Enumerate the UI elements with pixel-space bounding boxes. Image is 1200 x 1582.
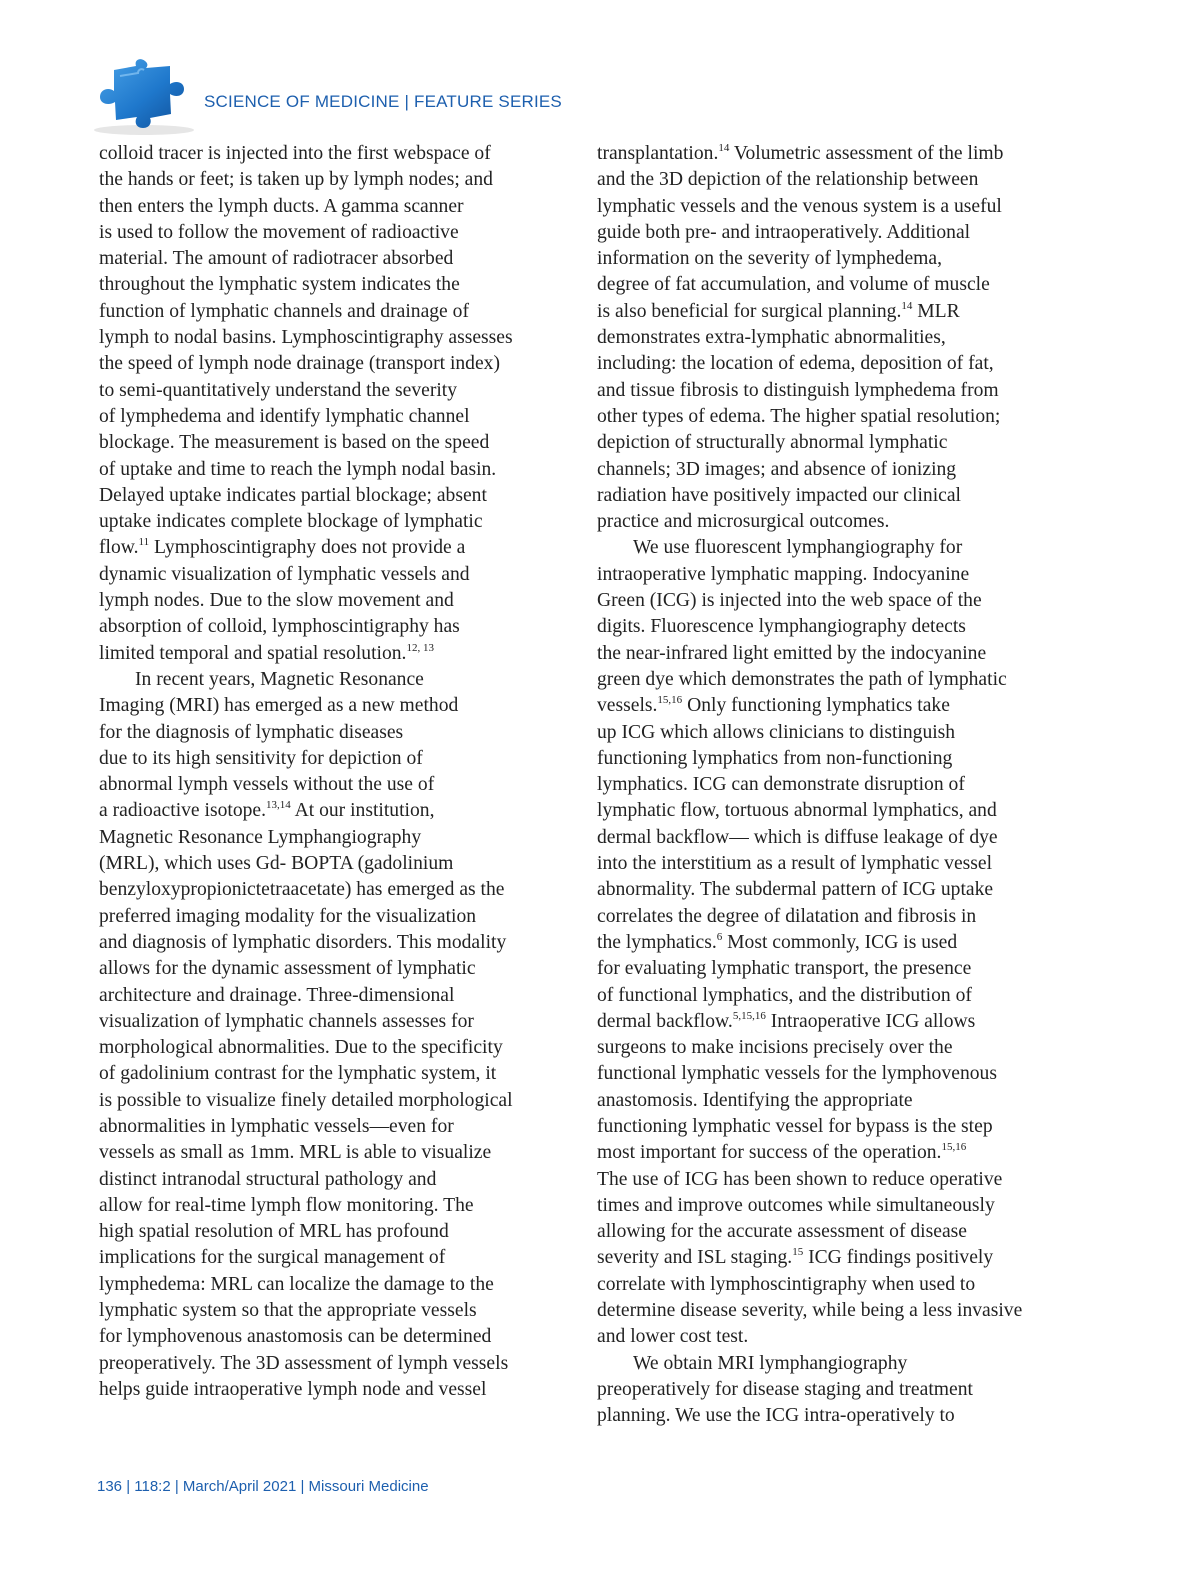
- line-text: The use of ICG has been shown to reduce operative: [597, 1168, 1003, 1190]
- line-text: depiction of structurally abnormal lymphatic: [597, 432, 948, 454]
- text-line: [99, 1088, 554, 1114]
- text-line: [597, 983, 1052, 1009]
- text-line: [99, 1351, 554, 1377]
- text-line: [597, 299, 1052, 325]
- text-line: [597, 851, 1052, 877]
- text-line: [597, 720, 1052, 746]
- text-line: [597, 1061, 1052, 1087]
- text-line: [99, 772, 554, 798]
- line-text: for the diagnosis of lymphatic diseases: [99, 721, 404, 743]
- line-text: uptake indicates complete blockage of lymphatic: [99, 511, 483, 533]
- text-line: [597, 772, 1052, 798]
- line-text: Magnetic Resonance Lymphangiography: [99, 826, 422, 848]
- line-text: vessels as small as 1mm. MRL is able to visualize: [99, 1142, 492, 1164]
- line-text: and lower cost test.: [597, 1326, 749, 1348]
- line-text: function of lymphatic channels and drainage of: [99, 300, 469, 322]
- line-text: correlate with lymphoscintigraphy when used to: [597, 1273, 976, 1295]
- line-text: up ICG which allows clinicians to distinguish: [597, 721, 956, 743]
- citation-superscript: 5,15,16: [732, 1009, 766, 1022]
- text-line: [597, 325, 1052, 351]
- line-text-continued: ICG findings positively: [803, 1247, 994, 1269]
- text-line: [99, 693, 554, 719]
- line-text-continued: MLR: [912, 300, 960, 322]
- citation-superscript: 6: [716, 930, 723, 943]
- text-line: [597, 194, 1052, 220]
- line-text: Delayed uptake indicates partial blockage; absent: [99, 484, 487, 506]
- citation-superscript: 11: [138, 536, 150, 549]
- line-text: most important for success of the operation.: [597, 1142, 942, 1164]
- text-line: [99, 483, 554, 509]
- text-line: [597, 509, 1052, 535]
- text-line: [99, 220, 554, 246]
- line-text: absorption of colloid, lymphoscintigraphy has: [99, 616, 460, 638]
- line-text: lymphatics. ICG can demonstrate disruption of: [597, 774, 965, 796]
- text-line: [99, 1140, 554, 1166]
- line-text: morphological abnormalities. Due to the specificity: [99, 1037, 503, 1059]
- text-line: [597, 246, 1052, 272]
- text-line: [597, 272, 1052, 298]
- line-text-continued: At our institution,: [290, 800, 435, 822]
- text-line: [597, 167, 1052, 193]
- text-line: [597, 483, 1052, 509]
- text-line: [597, 904, 1052, 930]
- line-text: colloid tracer is injected into the first webspace of: [99, 143, 491, 164]
- line-text: (MRL), which uses Gd- BOPTA (gadolinium: [99, 853, 454, 875]
- text-line: [597, 1088, 1052, 1114]
- text-line: [597, 930, 1052, 956]
- line-text: We use fluorescent lymphangiography for: [633, 537, 963, 559]
- puzzle-piece-icon: [92, 58, 196, 136]
- line-text: dynamic visualization of lymphatic vessels and: [99, 563, 470, 585]
- line-text: of uptake and time to reach the lymph nodal basin.: [99, 458, 497, 480]
- text-line: [99, 1377, 554, 1403]
- text-line: [99, 825, 554, 851]
- line-text: is possible to visualize finely detailed morphological: [99, 1089, 513, 1111]
- line-text: lymphatic flow, tortuous abnormal lymphatics, and: [597, 800, 997, 822]
- line-text: blockage. The measurement is based on the speed: [99, 432, 490, 454]
- line-text: surgeons to make incisions precisely over the: [597, 1037, 953, 1059]
- text-line: [597, 535, 1052, 561]
- line-text: lymph to nodal basins. Lymphoscintigraphy assesses: [99, 327, 513, 349]
- text-line: [597, 220, 1052, 246]
- text-line: [99, 272, 554, 298]
- text-line: [597, 1403, 1052, 1429]
- line-text: radiation have positively impacted our clinical: [597, 484, 961, 506]
- line-text: determine disease severity, while being a less invasive: [597, 1300, 1023, 1322]
- text-line: [597, 1167, 1052, 1193]
- text-line: [597, 746, 1052, 772]
- line-text: digits. Fluorescence lymphangiography detects: [597, 616, 966, 638]
- text-line: [597, 378, 1052, 404]
- text-line: [99, 141, 554, 167]
- text-line: [99, 1114, 554, 1140]
- line-text: helps guide intraoperative lymph node and vessel: [99, 1378, 487, 1400]
- line-text: lymphatic vessels and the venous system is a useful: [597, 195, 1002, 217]
- text-line: [99, 956, 554, 982]
- line-text: dermal backflow— which is diffuse leakage of dye: [597, 826, 998, 848]
- line-text: functioning lymphatic vessel for bypass is the step: [597, 1115, 993, 1137]
- line-text: lymphatic system so that the appropriate vessels: [99, 1300, 477, 1322]
- text-line: [597, 1351, 1052, 1377]
- line-text: visualization of lymphatic channels assesses for: [99, 1010, 474, 1032]
- line-text: then enters the lymph ducts. A gamma scanner: [99, 195, 464, 217]
- line-text: other types of edema. The higher spatial resolution;: [597, 405, 1001, 427]
- text-line: [99, 614, 554, 640]
- line-text: the near-infrared light emitted by the indocyanine: [597, 642, 987, 664]
- text-line: [99, 851, 554, 877]
- text-line: [99, 1061, 554, 1087]
- line-text: abnormalities in lymphatic vessels—even for: [99, 1115, 454, 1137]
- text-line: [597, 641, 1052, 667]
- line-text-continued: Most commonly, ICG is used: [722, 931, 958, 953]
- line-text: We obtain MRI lymphangiography: [633, 1352, 908, 1374]
- text-line: [99, 299, 554, 325]
- line-text: is used to follow the movement of radioactive: [99, 221, 459, 243]
- line-text: Imaging (MRI) has emerged as a new method: [99, 695, 459, 717]
- line-text: allow for real-time lymph flow monitoring. The: [99, 1194, 474, 1216]
- line-text: lymphedema: MRL can localize the damage to the: [99, 1273, 494, 1295]
- line-text: information on the severity of lymphedema,: [597, 248, 942, 270]
- line-text: transplantation.: [597, 143, 719, 164]
- text-line: [99, 1245, 554, 1271]
- text-line: [99, 430, 554, 456]
- text-line: [99, 562, 554, 588]
- text-line: [99, 167, 554, 193]
- text-line: [597, 404, 1052, 430]
- line-text: into the interstitium as a result of lymphatic vessel: [597, 853, 993, 875]
- line-text: of gadolinium contrast for the lymphatic system, it: [99, 1063, 497, 1085]
- line-text: dermal backflow.: [597, 1010, 733, 1032]
- text-line: [597, 1219, 1052, 1245]
- text-line: [597, 667, 1052, 693]
- line-text: vessels.: [597, 695, 658, 717]
- text-line: [99, 1035, 554, 1061]
- line-text: green dye which demonstrates the path of lymphatic: [597, 668, 1007, 690]
- citation-superscript: 13,14: [266, 799, 291, 812]
- line-text: functional lymphatic vessels for the lymphovenous: [597, 1063, 997, 1085]
- line-text: of functional lymphatics, and the distribution of: [597, 984, 972, 1006]
- line-text: limited temporal and spatial resolution.: [99, 642, 407, 664]
- page-footer: 136 | 118:2 | March/April 2021 | Missouri Medicine: [97, 1478, 429, 1495]
- line-text: preferred imaging modality for the visualization: [99, 905, 477, 927]
- text-line: [99, 404, 554, 430]
- text-line: [597, 693, 1052, 719]
- citation-superscript: 14: [901, 299, 913, 312]
- text-line: [99, 457, 554, 483]
- line-text: for evaluating lymphatic transport, the presence: [597, 958, 972, 980]
- text-line: [597, 1245, 1052, 1271]
- text-line: [99, 1324, 554, 1350]
- line-text: the hands or feet; is taken up by lymph nodes; and: [99, 169, 493, 191]
- text-line: [99, 904, 554, 930]
- line-text: preoperatively for disease staging and treatment: [597, 1378, 973, 1400]
- line-text: In recent years, Magnetic Resonance: [135, 668, 424, 690]
- text-line: [99, 535, 554, 561]
- line-text: distinct intranodal structural pathology and: [99, 1168, 437, 1190]
- text-line: [597, 588, 1052, 614]
- text-line: [597, 614, 1052, 640]
- line-text: Green (ICG) is injected into the web space of the: [597, 590, 982, 612]
- series-title: SCIENCE OF MEDICINE | FEATURE SERIES: [204, 92, 562, 111]
- text-line: [99, 720, 554, 746]
- line-text: including: the location of edema, deposition of fat,: [597, 353, 994, 375]
- text-line: [597, 1272, 1052, 1298]
- right-text-column: [597, 141, 1052, 1430]
- text-line: [99, 325, 554, 351]
- left-text-column: [99, 141, 554, 1403]
- line-text: for lymphovenous anastomosis can be determined: [99, 1326, 492, 1348]
- text-line: [99, 194, 554, 220]
- text-line: [597, 1324, 1052, 1350]
- text-line: [99, 246, 554, 272]
- line-text: intraoperative lymphatic mapping. Indocyanine: [597, 563, 970, 585]
- text-line: [597, 1035, 1052, 1061]
- text-line: [597, 351, 1052, 377]
- line-text: channels; 3D images; and absence of ionizing: [597, 458, 957, 480]
- line-text: anastomosis. Identifying the appropriate: [597, 1089, 913, 1111]
- text-line: [99, 983, 554, 1009]
- text-line: [99, 667, 554, 693]
- line-text: due to its high sensitivity for depiction of: [99, 747, 423, 769]
- text-line: [99, 1193, 554, 1219]
- citation-superscript: 12, 13: [406, 641, 434, 654]
- text-line: [597, 141, 1052, 167]
- line-text-continued: Only functioning lymphatics take: [682, 695, 950, 717]
- page-header: [92, 58, 692, 138]
- line-text: allowing for the accurate assessment of disease: [597, 1221, 967, 1243]
- text-line: [597, 1377, 1052, 1403]
- line-text: and the 3D depiction of the relationship between: [597, 169, 979, 191]
- line-text: planning. We use the ICG intra-operatively to: [597, 1405, 955, 1427]
- line-text: abnormal lymph vessels without the use of: [99, 774, 435, 796]
- text-line: [597, 457, 1052, 483]
- text-line: [99, 509, 554, 535]
- text-line: [99, 877, 554, 903]
- citation-superscript: 15,16: [657, 694, 683, 707]
- text-line: [597, 1009, 1052, 1035]
- text-line: [99, 588, 554, 614]
- text-line: [597, 1193, 1052, 1219]
- text-line: [99, 641, 554, 667]
- line-text: abnormality. The subdermal pattern of ICG uptake: [597, 879, 994, 901]
- text-line: [99, 378, 554, 404]
- text-line: [99, 798, 554, 824]
- line-text: degree of fat accumulation, and volume of muscle: [597, 274, 990, 296]
- line-text: architecture and drainage. Three-dimensional: [99, 984, 455, 1006]
- text-line: [99, 930, 554, 956]
- text-line: [99, 1298, 554, 1324]
- text-line: [99, 1167, 554, 1193]
- text-line: [597, 1114, 1052, 1140]
- line-text: benzyloxypropionictetraacetate) has emerged as the: [99, 879, 505, 901]
- line-text: is also beneficial for surgical planning.: [597, 300, 902, 322]
- line-text: material. The amount of radiotracer absorbed: [99, 248, 454, 270]
- line-text: implications for the surgical management of: [99, 1247, 446, 1269]
- text-line: [99, 1219, 554, 1245]
- line-text: allows for the dynamic assessment of lymphatic: [99, 958, 476, 980]
- line-text: guide both pre- and intraoperatively. Additional: [597, 221, 971, 243]
- line-text-continued: Lymphoscintigraphy does not provide a: [149, 537, 466, 559]
- line-text: flow.: [99, 537, 139, 559]
- line-text: throughout the lymphatic system indicates the: [99, 274, 460, 296]
- text-line: [99, 351, 554, 377]
- line-text: functioning lymphatics from non-functioning: [597, 747, 953, 769]
- line-text: correlates the degree of dilatation and fibrosis in: [597, 905, 977, 927]
- line-text-continued: Volumetric assessment of the limb: [729, 143, 1004, 164]
- line-text: the speed of lymph node drainage (transport index): [99, 353, 501, 375]
- line-text: practice and microsurgical outcomes.: [597, 511, 890, 533]
- line-text: the lymphatics.: [597, 931, 717, 953]
- citation-superscript: 15: [792, 1246, 804, 1259]
- line-text: to semi-quantitatively understand the severity: [99, 379, 458, 401]
- line-text: and diagnosis of lymphatic disorders. This modality: [99, 931, 507, 953]
- line-text: severity and ISL staging.: [597, 1247, 793, 1269]
- text-line: [99, 1272, 554, 1298]
- text-line: [597, 825, 1052, 851]
- text-line: [597, 430, 1052, 456]
- line-text: lymph nodes. Due to the slow movement and: [99, 590, 454, 612]
- text-line: [597, 798, 1052, 824]
- line-text: a radioactive isotope.: [99, 800, 267, 822]
- text-line: [99, 746, 554, 772]
- text-line: [99, 1009, 554, 1035]
- line-text: preoperatively. The 3D assessment of lymph vessels: [99, 1352, 509, 1374]
- line-text: times and improve outcomes while simultaneously: [597, 1194, 995, 1216]
- text-line: [597, 877, 1052, 903]
- text-line: [597, 562, 1052, 588]
- line-text: high spatial resolution of MRL has profound: [99, 1221, 449, 1243]
- citation-superscript: 14: [718, 142, 730, 154]
- line-text: and tissue fibrosis to distinguish lymphedema from: [597, 379, 999, 401]
- line-text: of lymphedema and identify lymphatic channel: [99, 405, 470, 427]
- line-text: demonstrates extra-lymphatic abnormalities,: [597, 327, 946, 349]
- text-line: [597, 1140, 1052, 1166]
- text-line: [597, 956, 1052, 982]
- citation-superscript: 15,16: [941, 1141, 967, 1154]
- line-text-continued: Intraoperative ICG allows: [765, 1010, 976, 1032]
- text-line: [597, 1298, 1052, 1324]
